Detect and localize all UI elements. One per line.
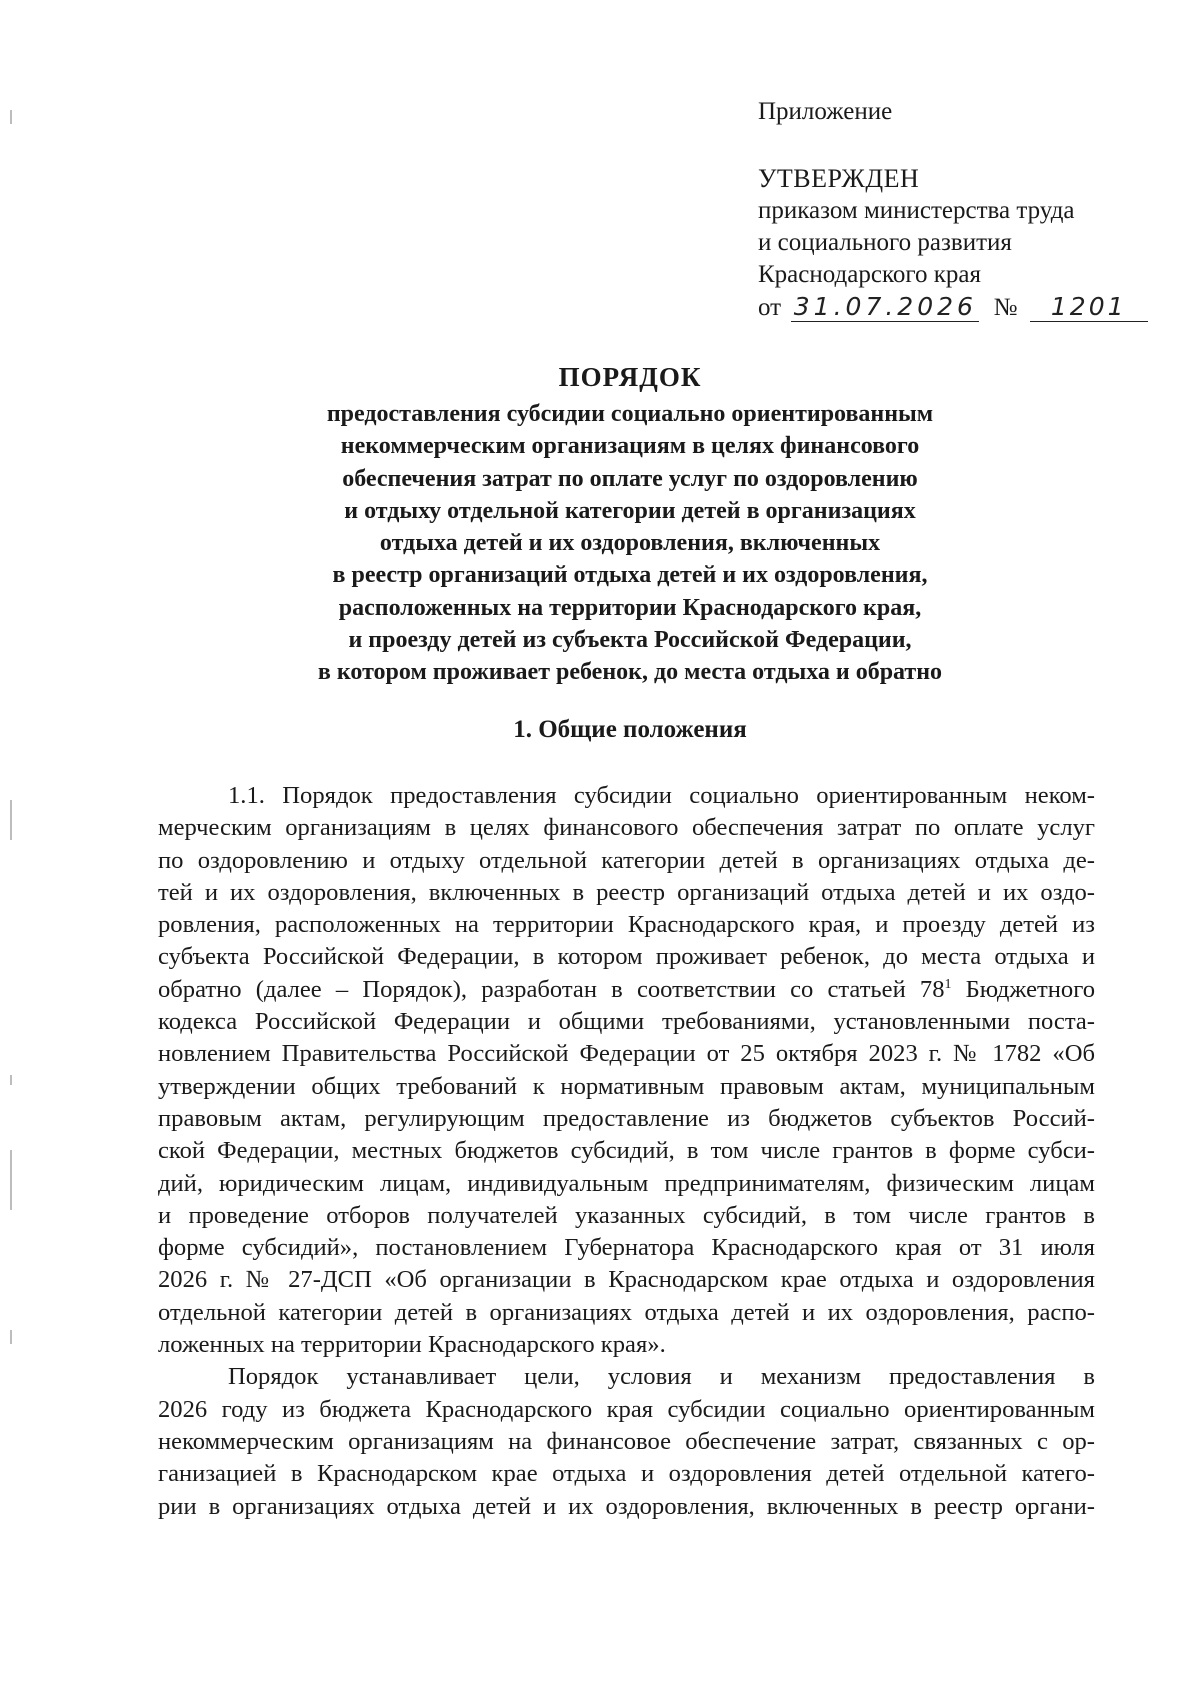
section-heading: 1. Общие положения xyxy=(513,716,747,743)
paragraph-line: и проведение отборов получателей указанных субсидий, в том числе грантов в xyxy=(158,1201,1095,1229)
paragraph-line: по оздоровлению и отдыху отдельной категории детей в организациях отдыха де- xyxy=(158,846,1095,874)
attachment-label: Приложение xyxy=(758,98,893,125)
paragraph-line: дий, юридическим лицам, индивидуальным предпринимателям, физическим лицам xyxy=(158,1169,1095,1197)
paragraph-line: утверждении общих требований к нормативным правовым актам, муниципальным xyxy=(158,1072,1095,1100)
approval-line: и социального развития xyxy=(758,229,1012,256)
title-line: отдыха детей и их оздоровления, включенных xyxy=(379,530,881,557)
scan-mark xyxy=(10,1330,12,1344)
scan-mark xyxy=(10,800,12,840)
paragraph-line: Порядок устанавливает цели, условия и механизм предоставления в xyxy=(228,1363,1095,1391)
paragraph-line: мерческим организациям в целях финансового обеспечения затрат по оплате услуг xyxy=(158,814,1095,842)
paragraph-line: кодекса Российской Федерации и общими требованиями, установленными поста- xyxy=(158,1008,1095,1036)
paragraph-line: новлением Правительства Российской Федерации от 25 октября 2023 г. № 1782 «Об xyxy=(158,1040,1095,1068)
handwritten-number: 1201 xyxy=(1030,293,1148,322)
paragraph-line: ложенных на территории Краснодарского края». xyxy=(158,1331,666,1359)
paragraph-text: обратно (далее – Порядок), разработан в соответствии со статьей 78 xyxy=(158,975,945,1003)
number-label: № xyxy=(993,294,1018,321)
paragraph-line-with-superscript xyxy=(158,974,1095,1006)
body-text xyxy=(158,780,1095,1523)
paragraph-line: рии в организациях отдыха детей и их оздоровления, включенных в реестр органи- xyxy=(158,1492,1095,1520)
title-line: и проезду детей из субъекта Российской Федерации, xyxy=(348,627,912,654)
handwritten-date: 31.07.2026 xyxy=(791,293,979,322)
document-title: ПОРЯДОК xyxy=(558,362,702,392)
paragraph-line: форме субсидий», постановлением Губернатора Краснодарского края от 31 июля xyxy=(158,1234,1095,1262)
document-title-block xyxy=(170,360,1090,689)
title-line: обеспечения затрат по оплате услуг по оздоровлению xyxy=(342,465,918,492)
paragraph-line: 1.1. Порядок предоставления субсидии социально ориентированным неком- xyxy=(228,782,1095,809)
paragraph-line: ровления, расположенных на территории Краснодарского края, и проезду детей из xyxy=(158,911,1095,939)
title-line: расположенных на территории Краснодарского края, xyxy=(338,594,922,621)
approval-block xyxy=(758,96,1158,324)
scan-mark xyxy=(10,110,12,124)
approval-date-number-row xyxy=(758,292,1158,324)
scan-mark xyxy=(10,1150,12,1210)
scan-mark xyxy=(10,1075,12,1085)
paragraph-line: тей и их оздоровления, включенных в реестр организаций отдыха детей и их оздо- xyxy=(158,878,1095,906)
from-label: от xyxy=(758,294,782,321)
title-line: и отдыху отдельной категории детей в организациях xyxy=(344,497,916,524)
title-line: некоммерческим организациям в целях финансового xyxy=(340,433,920,460)
article-superscript: 1 xyxy=(944,976,952,992)
approval-line: Краснодарского края xyxy=(758,261,981,288)
paragraph-line: ганизацией в Краснодарском крае отдыха и оздоровления детей отдельной катего- xyxy=(158,1460,1095,1488)
approved-title: УТВЕРЖДЕН xyxy=(758,164,920,193)
title-line: в котором проживает ребенок, до места отдыха и обратно xyxy=(317,659,943,686)
title-line: в реестр организаций отдыха детей и их оздоровления, xyxy=(332,562,928,589)
title-line: предоставления субсидии социально ориентированным xyxy=(326,401,934,427)
paragraph-line: некоммерческим организациям на финансовое обеспечение затрат, связанных с ор- xyxy=(158,1427,1095,1455)
paragraph-line: субъекта Российской Федерации, в котором проживает ребенок, до места отдыха и xyxy=(158,943,1095,971)
paragraph-line: отдельной категории детей в организациях отдыха детей и их оздоровления, распо- xyxy=(158,1298,1095,1326)
paragraph-line: 2026 г. № 27-ДСП «Об организации в Краснодарском крае отдыха и оздоровления xyxy=(158,1266,1095,1294)
approval-line: приказом министерства труда xyxy=(758,197,1075,224)
paragraph-line: правовым актам, регулирующим предоставление из бюджетов субъектов Россий- xyxy=(158,1104,1095,1132)
paragraph-line: ской Федерации, местных бюджетов субсидий, в том числе грантов в форме субси- xyxy=(158,1137,1095,1165)
paragraph-line: 2026 году из бюджета Краснодарского края субсидии социально ориентированным xyxy=(158,1395,1095,1423)
paragraph-text: Бюджетного xyxy=(951,975,1095,1003)
